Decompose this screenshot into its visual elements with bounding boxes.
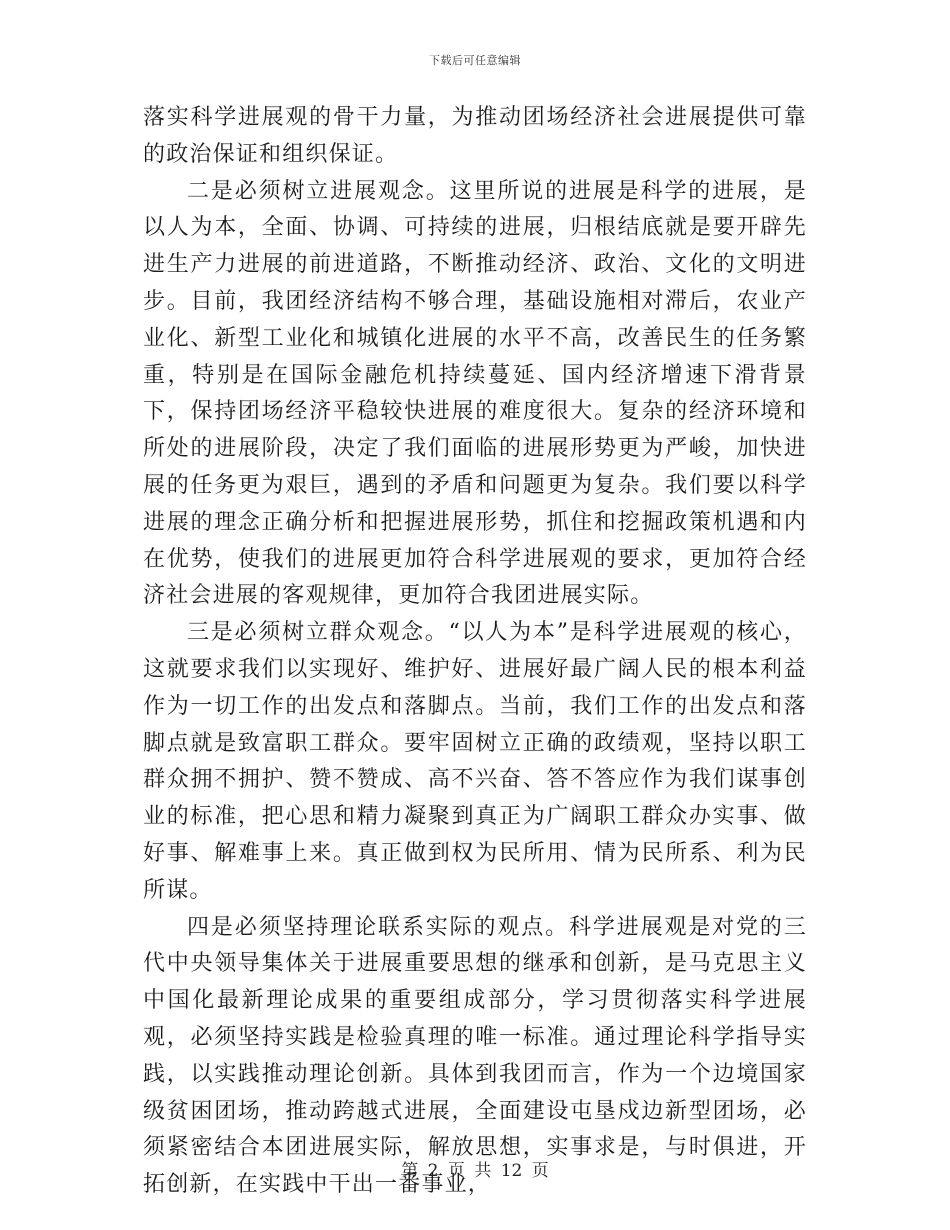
- document-body: [143, 100, 807, 1204]
- page-header: 下载后可任意编辑: [429, 54, 521, 67]
- paragraph-2: 二是必须树立进展观念。这里所说的进展是科学的进展，是以人为本，全面、协调、可持续的进展，归根结底就是要开辟先进生产力进展的前进道路，不断推动经济、政治、文化的文明进步。目前，我团经济结构不够合理，基础设施相对滞后，农业产业化、新型工业化和城镇化进展的水平不高，改善民生的任务繁重，特别是在国际金融危机持续蔓延、国内经济增速下滑背景下，保持团场经济平稳较快进展的难度很大。复杂的经济环境和所处的进展阶段，决定了我们面临的进展形势更为严峻，加快进展的任务更为艰巨，遇到的矛盾和问题更为复杂。我们要以科学进展的理念正确分析和把握进展形势，抓住和挖掘政策机遇和内在优势，使我们的进展更加符合科学进展观的要求，更加符合经济社会进展的客观规律，更加符合我团进展实际。: [143, 178, 807, 609]
- paragraph-4: 四是必须坚持理论联系实际的观点。科学进展观是对党的三代中央领导集体关于进展重要思想的继承和创新，是马克思主义中国化最新理论成果的重要组成部分，学习贯彻落实科学进展观，必须坚持实践是检验真理的唯一标准。通过理论科学指导实践，以实践推动理论创新。具体到我团而言，作为一个边境国家级贫困团场，推动跨越式进展，全面建设屯垦戍边新型团场，必须紧密结合本团进展实际，解放思想，实事求是，与时俱进，开拓创新，在实践中干出一番事业，: [143, 914, 807, 1198]
- page-number: 第 2 页 共 12 页: [401, 1161, 549, 1181]
- paragraph-1: 落实科学进展观的骨干力量，为推动团场经济社会进展提供可靠的政治保证和组织保证。: [143, 105, 807, 167]
- paragraph-3: 三是必须树立群众观念。“以人为本”是科学进展观的核心，这就要求我们以实现好、维护好、进展好最广阔人民的根本利益作为一切工作的出发点和落脚点。当前，我们工作的出发点和落脚点就是致富职工群众。要牢固树立正确的政绩观，坚持以职工群众拥不拥护、赞不赞成、高不兴奋、答不答应作为我们谋事创业的标准，把心思和精力凝聚到真正为广阔职工群众办实事、做好事、解难事上来。真正做到权为民所用、情为民所系、利为民所谋。: [143, 620, 807, 903]
